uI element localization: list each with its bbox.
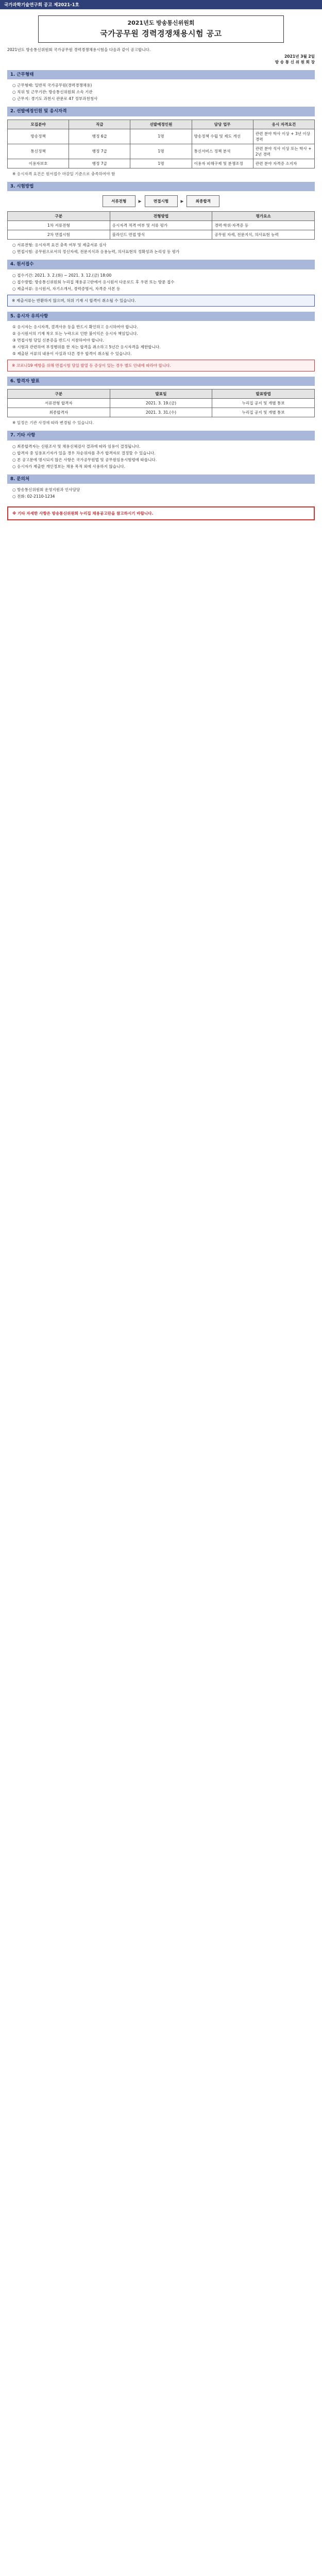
table-header-cell: 구분 bbox=[8, 389, 110, 399]
announcement-org: 방 송 통 신 위 원 회 장 bbox=[275, 59, 315, 64]
list-item: ⑤ 제출된 서류의 내용이 사실과 다른 경우 합격이 취소될 수 있습니다. bbox=[12, 351, 132, 356]
table-cell: 1명 bbox=[130, 129, 192, 144]
header-bar bbox=[0, 0, 322, 9]
section-heading: 3. 시험방법 bbox=[7, 182, 315, 191]
table-cell: 서류전형 합격자 bbox=[8, 399, 110, 408]
table-header-cell: 선발예정인원 bbox=[130, 120, 192, 129]
section-heading: 5. 응시자 유의사항 bbox=[7, 312, 315, 321]
table-row bbox=[8, 144, 315, 159]
table-header-cell: 발표일 bbox=[110, 389, 212, 399]
table-row bbox=[8, 408, 315, 417]
list-item: ○ 직위 및 근무기관: 방송통신위원회 소속 기관 bbox=[12, 90, 93, 95]
title-sub: 2021년도 방송통신위원회 bbox=[127, 20, 195, 26]
list-item: ○ 최종합격자는 신원조사 및 채용신체검사 결과에 따라 임용이 결정됩니다. bbox=[12, 444, 141, 449]
arrow-right-icon: ▶ bbox=[180, 199, 184, 204]
announcement-date: 2021년 3월 2일 bbox=[284, 54, 315, 59]
table-cell: 관련 분야 학사 이상 + 3년 이상 경력 bbox=[253, 129, 314, 144]
table-row bbox=[8, 159, 315, 168]
table-header-row bbox=[8, 120, 315, 129]
list-item: ○ 방송통신위원회 운영지원과 인사담당 bbox=[12, 487, 80, 493]
table-header-row bbox=[8, 389, 315, 399]
list-item: ○ 전화: 02-2110-1234 bbox=[12, 494, 55, 499]
table-cell: 행정 7급 bbox=[69, 144, 130, 159]
note-text: ※ 응시자격 요건은 원서접수 마감일 기준으로 충족하여야 함 bbox=[12, 171, 115, 176]
table-cell: 통신정책 bbox=[8, 144, 69, 159]
table-header-cell: 평가요소 bbox=[212, 212, 315, 221]
list-item: ○ 제출서류: 응시원서, 자기소개서, 경력증명서, 자격증 사본 등 bbox=[12, 286, 121, 291]
list-item: ○ 접수기간: 2021. 3. 2.(화) ~ 2021. 3. 12.(금) 18:00 bbox=[12, 273, 112, 278]
footer-notice bbox=[7, 506, 315, 520]
section-heading: 1. 근무형태 bbox=[7, 70, 315, 79]
process-flow bbox=[7, 195, 315, 207]
announcement-page bbox=[0, 9, 322, 530]
list-item: ○ 응시자가 제출한 개인정보는 채용 목적 외에 사용하지 않습니다. bbox=[12, 464, 126, 469]
table-cell: 방송정책 수립 및 제도 개선 bbox=[192, 129, 253, 144]
table-row bbox=[8, 129, 315, 144]
note-text: ※ 일정은 기관 사정에 따라 변경될 수 있습니다. bbox=[12, 420, 94, 426]
flow-step: 최종합격 bbox=[187, 195, 219, 207]
list-item: ○ 근무형태: 일반직 국가공무원(경력경쟁채용) bbox=[12, 83, 92, 88]
list-item: ○ 서류전형: 응시자격 요건 충족 여부 및 제출서류 심사 bbox=[12, 243, 107, 248]
table-cell: 2021. 3. 19.(금) bbox=[110, 399, 212, 408]
table-header-cell: 담당 업무 bbox=[192, 120, 253, 129]
list-item: ④ 시험과 관련하여 부정행위를 한 자는 합격을 취소하고 5년간 응시자격을 제한합니다. bbox=[12, 344, 161, 349]
table-header-cell: 직급 bbox=[69, 120, 130, 129]
footer-notice-text: ※ 기타 자세한 사항은 방송통신위원회 누리집 채용공고란을 참고하시기 바랍니다. bbox=[12, 511, 154, 516]
section-heading: 8. 문의처 bbox=[7, 474, 315, 484]
list-item: ○ 본 공고문에 명시되지 않은 사항은 국가공무원법 및 공무원임용시험령에 따릅니다. bbox=[12, 457, 157, 462]
table-cell: 공무원 자세, 전문지식, 의사표현 능력 bbox=[212, 230, 315, 240]
flow-step: 서류전형 bbox=[103, 195, 135, 207]
table-header-row bbox=[8, 212, 315, 221]
announcement-schedule-table bbox=[7, 389, 315, 417]
title-box bbox=[38, 15, 284, 43]
table-cell: 누리집 공지 및 개별 통보 bbox=[212, 408, 315, 417]
intro-text: 2021년도 방송통신위원회 국가공무원 경력경쟁채용시험을 다음과 같이 공고합니다. bbox=[7, 47, 151, 52]
table-cell: 통신서비스 정책 분석 bbox=[192, 144, 253, 159]
table-cell: 최종합격자 bbox=[8, 408, 110, 417]
section-heading: 7. 기타 사항 bbox=[7, 431, 315, 440]
recruitment-table bbox=[7, 120, 315, 168]
info-box-text: ※ 제출서류는 반환하지 않으며, 허위 기재 시 합격이 취소될 수 있습니다. bbox=[12, 298, 136, 303]
table-cell: 1명 bbox=[130, 144, 192, 159]
exam-method-table bbox=[7, 211, 315, 240]
section-heading: 6. 합격자 발표 bbox=[7, 377, 315, 386]
flow-step: 면접시험 bbox=[145, 195, 178, 207]
warning-box-text: ※ 코로나19 예방을 위해 면접시험 당일 발열 등 증상이 있는 경우 별도 안내에 따라야 합니다. bbox=[12, 363, 171, 368]
section-heading: 2. 선발예정인원 및 응시자격 bbox=[7, 107, 315, 116]
table-cell: 경력·학위·자격증 등 bbox=[212, 221, 315, 230]
table-row bbox=[8, 230, 315, 240]
table-cell: 행정 7급 bbox=[69, 159, 130, 168]
list-item: ② 응시원서의 기재 착오 또는 누락으로 인한 불이익은 응시자 책임입니다. bbox=[12, 331, 138, 336]
table-cell: 관련 분야 석사 이상 또는 학사 + 2년 경력 bbox=[253, 144, 314, 159]
warning-box bbox=[7, 360, 315, 371]
list-item: ○ 접수방법: 방송통신위원회 누리집 채용공고란에서 응시원서 다운로드 후 우편 또는 방문 접수 bbox=[12, 279, 175, 284]
list-item: ③ 면접시험 당일 신분증을 반드시 지참하여야 합니다. bbox=[12, 337, 104, 343]
table-row bbox=[8, 399, 315, 408]
list-item: ○ 합격자 중 임용포기자가 있을 경우 차순위자를 추가 합격자로 결정할 수 있습니다. bbox=[12, 450, 156, 455]
list-item: ○ 근무지: 경기도 과천시 관문로 47 정부과천청사 bbox=[12, 96, 98, 101]
table-row bbox=[8, 221, 315, 230]
arrow-right-icon: ▶ bbox=[138, 199, 142, 204]
table-cell: 관련 분야 자격증 소지자 bbox=[253, 159, 314, 168]
table-header-cell: 응시 자격요건 bbox=[253, 120, 314, 129]
table-cell: 1명 bbox=[130, 159, 192, 168]
table-cell: 2021. 3. 31.(수) bbox=[110, 408, 212, 417]
table-cell: 이용자 피해구제 및 분쟁조정 bbox=[192, 159, 253, 168]
table-cell: 응시자격 적격 여부 및 서류 평가 bbox=[110, 221, 212, 230]
title-main: 국가공무원 경력경쟁채용시험 공고 bbox=[100, 28, 222, 38]
table-header-cell: 구분 bbox=[8, 212, 110, 221]
info-box bbox=[7, 295, 315, 307]
table-cell: 블라인드 면접 방식 bbox=[110, 230, 212, 240]
table-cell: 방송정책 bbox=[8, 129, 69, 144]
table-cell: 누리집 공지 및 개별 통보 bbox=[212, 399, 315, 408]
list-item: ① 응시자는 응시자격, 결격사유 등을 반드시 확인하고 응시하여야 합니다. bbox=[12, 324, 138, 329]
table-cell: 1차 서류전형 bbox=[8, 221, 110, 230]
table-header-cell: 발표방법 bbox=[212, 389, 315, 399]
section-heading: 4. 원서접수 bbox=[7, 260, 315, 269]
table-header-cell: 모집분야 bbox=[8, 120, 69, 129]
list-item: ○ 면접시험: 공무원으로서의 정신자세, 전문지식과 응용능력, 의사표현의 정확성과 논리성 등 평가 bbox=[12, 249, 180, 255]
table-header-cell: 전형방법 bbox=[110, 212, 212, 221]
table-cell: 행정 6급 bbox=[69, 129, 130, 144]
table-cell: 2차 면접시험 bbox=[8, 230, 110, 240]
table-cell: 이용자보호 bbox=[8, 159, 69, 168]
header-bar-text: 국가과학기술연구회 공고 제2021-1호 bbox=[4, 3, 79, 8]
